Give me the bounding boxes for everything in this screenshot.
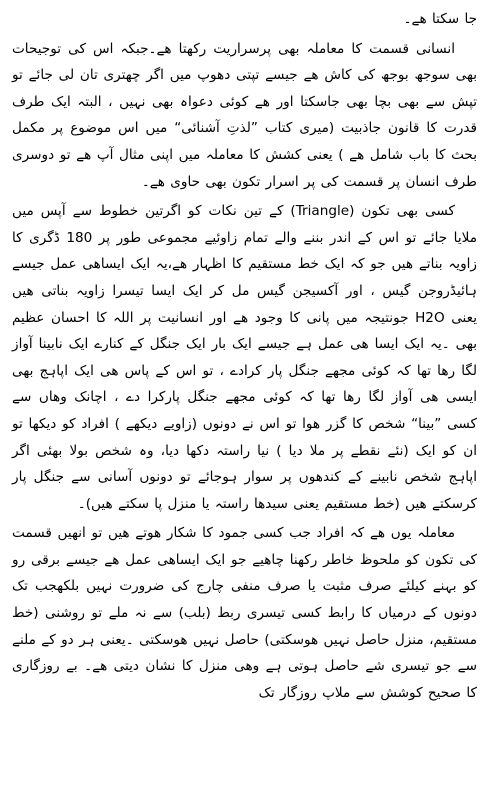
paragraph-continuation: جا سکتا ھے۔: [403, 11, 477, 27]
paragraph-triangle: کسی بھی تکون (Triangle) کے تین نکات کو اگرتین خطوط سے آپس میں ملایا جائے تو اس کے اندر بننے والے تمام زاوئیے مجموعی طور پر 180 ڈگری کا زاویہ بناتے ھیں جو کہ ایک خط مستقیم کا اظہار ھے،یہ ایک ایساھی عمل جیسے ہائیڈروجن گیس ، اور آکسیجن گیس مل کر ایک ایسا تیسرا زاویہ بناتی ھیں یعنی H2O جونتیجہ میں پانی کا وجود ھے اور انسانیت پر اللہ کا احسان عظیم بھی ۔یہ ایک ایسا ھی عمل ہے جیسے ایک بار ایک جنگل کے کنارے ایک نابینا آواز لگا رھا تھا کہ کوئی مجھے جنگل پار کرادے ، تو اس کے پاس ھی ایک اپاہج بھی ایسی ھی آواز لگا رھا تھا کہ کوئی مجھے جنگل پارکرا دے ، اچانک وھاں سے کسی ”بینا“ شخص کا گزر ھوا تو اس نے دونوں (زاویے دیکھے ) افراد کو دیکھا تو ان کو ایک (نئے نقطے پر ملا دیا ) نیا راستہ دکھا دیا، وہ شخص بولا بھئی اگر اپاہج شخص نابینے کے کندھوں پر سوار ہوجائے تو دونوں آسانی سے جنگل پار کرسکتے ھیں (خط مستقیم یعنی سیدھا راستہ یا منزل پا سکتے ھیں)۔: [12, 203, 477, 512]
paragraph-stagnation: معاملہ یوں ھے کہ افراد جب کسی جمود کا شکار ھوتے ھیں تو انھیں قسمت کی تکون کو ملحوظ خاطر رکھنا چاھیے جو ایک ایساھی عمل ھے جیسے برقی رو کو بہنے کیلئے صرف مثبت یا صرف منفی چارج کی ضرورت نہیں بلکھجب تک دونوں کے درمیاں کا رابط کسی تیسری ربط (بلب) سے نہ ملے تو روشنی (خط مستقیم، منزل حاصل نہیں ھوسکتی) حاصل نہیں ھوسکتی ۔یعنی ہر دو کے ملنے سے جو تیسری شے حاصل ہوتی ہے وھی منزل کا نشان دیتی ھے۔ بے روزگاری کا صحیح کوشش سے ملاپ روزگار تک: [12, 525, 477, 701]
paragraph-fate-mystery: انسانی قسمت کا معاملہ بھی پرسراریت رکھتا ھے۔جبکہ اس کی توجیحات بھی سوجھ بوجھ کی کاش ھے جیسے تپتی دھوپ میں اگر چھتری تان لی جائے تو تپش سے بھی بچا بھی جاسکتا اور ھے کوئی دعواہ بھی نہیں ، البتہ ایک طرف قدرت کا قانون جاذبیت (میری کتاب ”لذتِ آشنائی“ میں اس موضوع پر مکمل بحث کا باب شامل ھے ) یعنی کشش کا معاملہ میں اپنی مثال آپ ھے تو دوسری طرف انسان پر قسمت کی پر اسرار تکون بھی حاوی ھے۔: [12, 40, 477, 190]
